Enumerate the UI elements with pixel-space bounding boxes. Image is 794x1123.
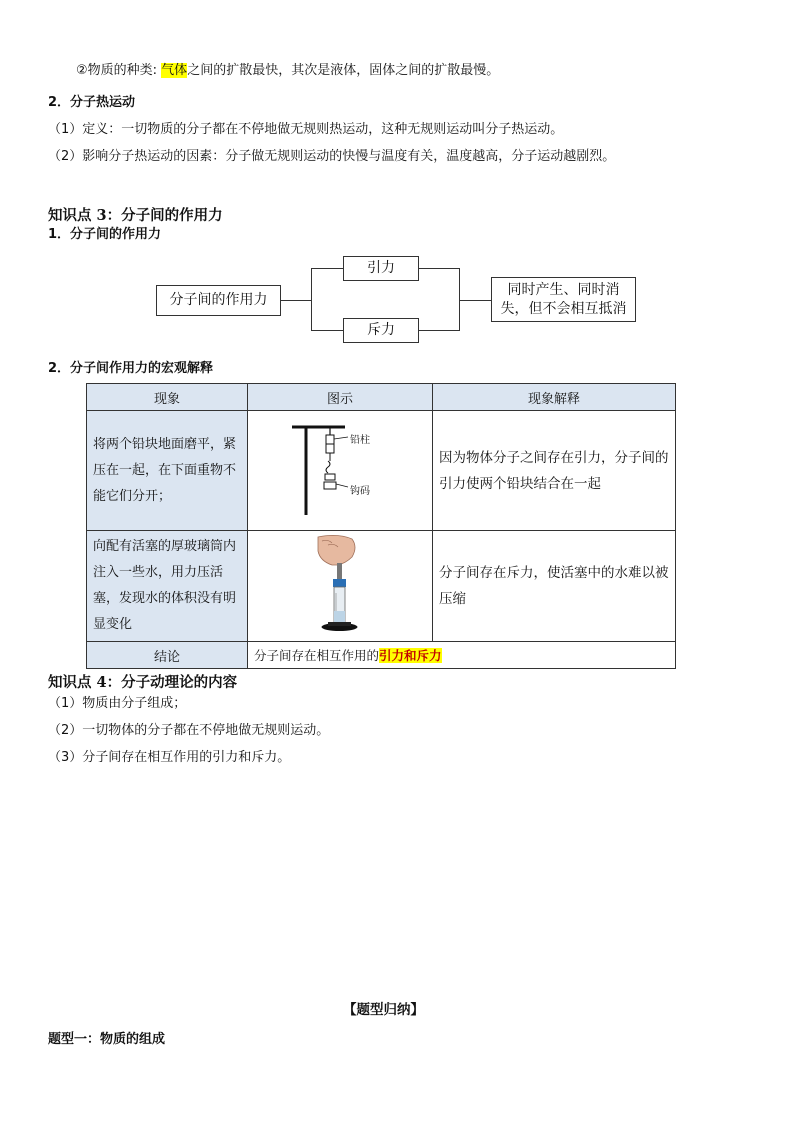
question-type-1: 题型一：物质的组成 — [48, 1032, 166, 1047]
section-heading-thermal-motion: 2．分子热运动 — [48, 95, 136, 110]
kp4-title: 知识点 4：分子动理论的内容 — [48, 674, 238, 691]
diagram-root-label: 分子间的作用力 — [169, 292, 268, 309]
connector-line — [311, 268, 343, 269]
diffusion-item-2-rest: 之间的扩散最快，其次是液体，固体之间的扩散最慢。 — [187, 63, 500, 78]
diffusion-item-2-prefix: ②物质的种类: — [76, 63, 162, 78]
header-explanation: 现象解释 — [433, 384, 676, 411]
diagram-result-box — [491, 277, 636, 322]
connector-line — [419, 268, 459, 269]
kp4-item: （3）分子间存在相互作用的引力和斥力。 — [48, 750, 291, 765]
header-figure: 图示 — [248, 384, 433, 411]
diffusion-item-2 — [76, 59, 499, 78]
figure-label-weight: 钩码 — [350, 486, 370, 497]
figure-label-lead-cylinder: 铅柱 — [350, 435, 370, 446]
summary-title: 【题型归纳】 — [343, 1002, 424, 1018]
diagram-attraction-label: 引力 — [367, 260, 395, 277]
kp4-item: （1）物质由分子组成； — [48, 696, 187, 711]
diagram-root-box — [156, 285, 281, 316]
connector-line — [419, 330, 459, 331]
header-phenomenon: 现象 — [87, 384, 248, 411]
table-row — [87, 411, 676, 531]
connector-line — [311, 330, 343, 331]
diagram-repulsion-label: 斥力 — [367, 322, 395, 339]
phenomenon-cell: 将两个铅块地面磨平，紧压在一起，在下面重物不能它们分开； — [87, 411, 248, 531]
kp4-item: （2）一切物体的分子都在不停地做无规则运动。 — [48, 723, 330, 738]
figure-cell — [248, 411, 433, 531]
diagram-repulsion-box — [343, 318, 419, 343]
highlight-gas: 气体 — [161, 63, 188, 78]
connector-line — [311, 268, 312, 331]
diagram-attraction-box — [343, 256, 419, 281]
kp3-sub1: 1．分子间的作用力 — [48, 227, 162, 242]
explanation-cell: 因为物体分子之间存在引力，分子间的引力使两个铅块结合在一起 — [433, 411, 676, 531]
table-row — [87, 531, 676, 642]
connector-line — [459, 300, 491, 301]
kp3-sub2: 2．分子间作用力的宏观解释 — [48, 361, 214, 376]
conclusion-label: 结论 — [87, 642, 248, 669]
kp3-title: 知识点 3：分子间的作用力 — [48, 207, 223, 224]
diagram-result-line2: 失，但不会相互抵消 — [500, 300, 627, 317]
conclusion-highlight: 引力和斥力 — [379, 648, 442, 663]
phenomenon-cell: 向配有活塞的厚玻璃筒内注入一些水，用力压活塞，发现水的体积没有明显变化 — [87, 531, 248, 642]
table-header-row — [87, 384, 676, 411]
connector-line — [281, 300, 311, 301]
figure-cell — [248, 531, 433, 642]
factor-line: （2）影响分子热运动的因素：分子做无规则运动的快慢与温度有关，温度越高，分子运动越剧烈。 — [48, 149, 616, 164]
force-explanation-table — [86, 383, 676, 669]
definition-line: （1）定义：一切物质的分子都在不停地做无规则热运动，这种无规则运动叫分子热运动。 — [48, 122, 564, 137]
conclusion-text: 分子间存在相互作用的 — [254, 648, 380, 663]
syringe-figure — [248, 531, 433, 641]
lead-block-figure — [248, 411, 433, 530]
explanation-cell: 分子间存在斥力，使活塞中的水难以被压缩 — [433, 531, 676, 642]
diagram-result-line1: 同时产生、同时消 — [507, 281, 620, 298]
conclusion-row — [87, 642, 676, 669]
conclusion-cell — [248, 642, 676, 669]
